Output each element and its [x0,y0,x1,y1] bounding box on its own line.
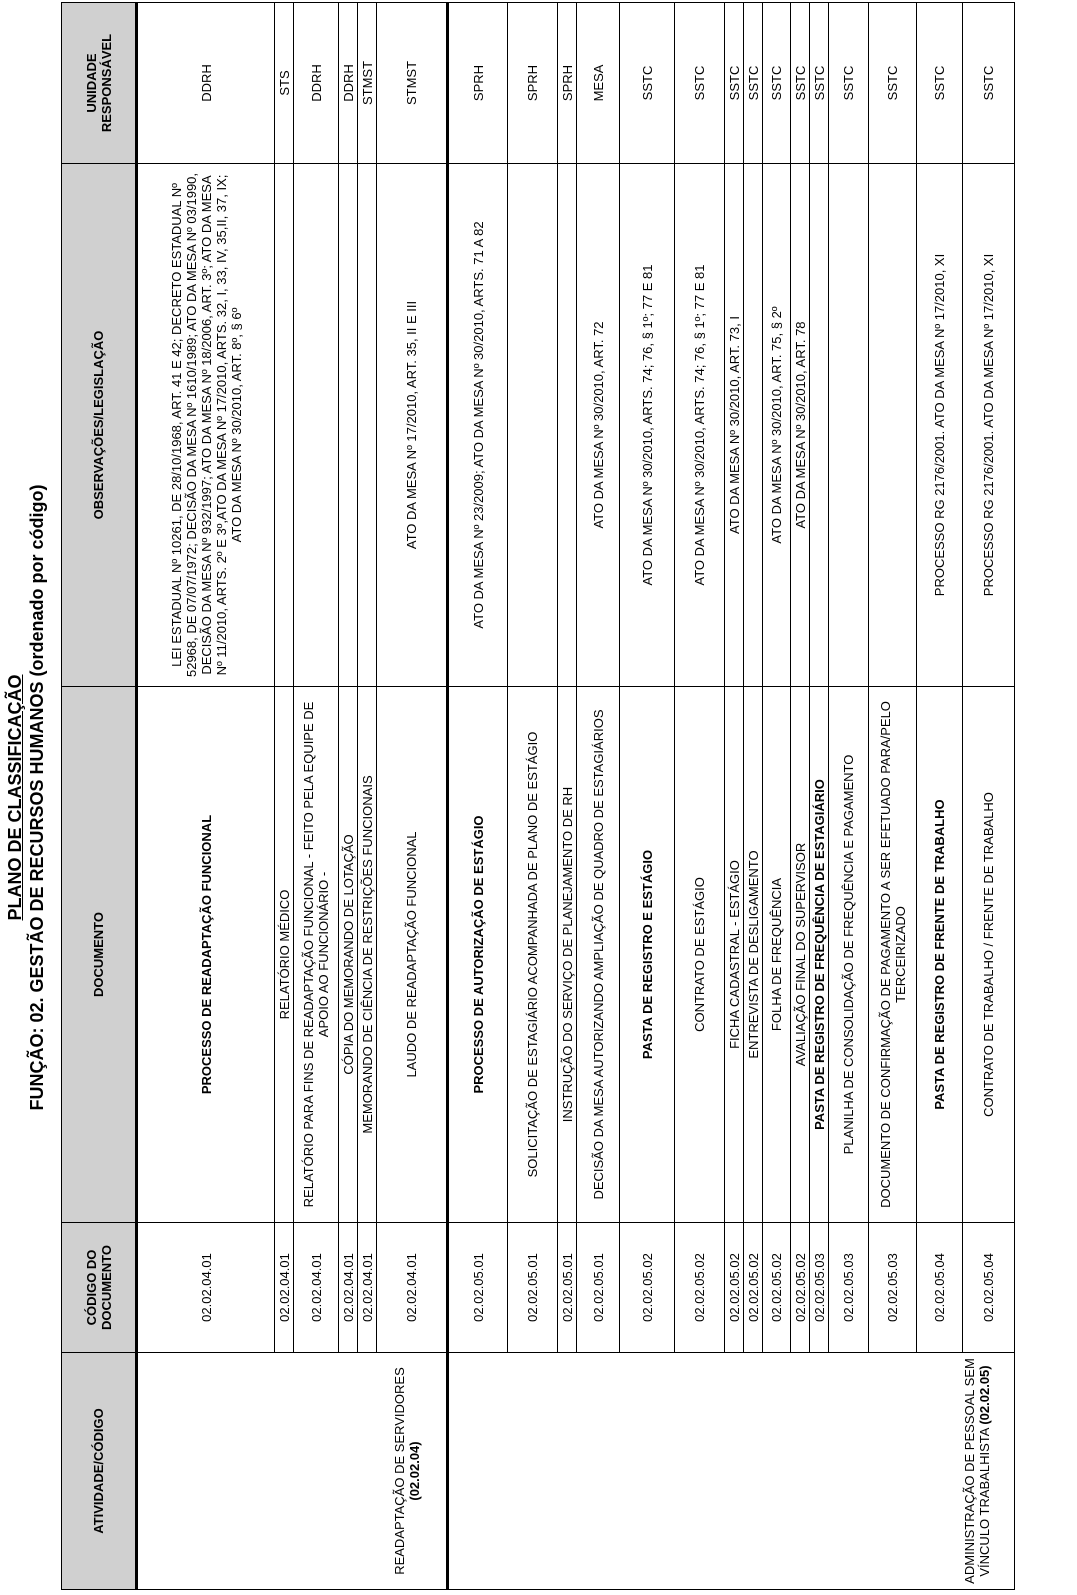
col-header-observations: OBSERVAÇÕES/LEGISLAÇÃO [62,164,137,687]
observations [339,164,358,687]
observations [810,164,829,687]
document-code: 02.02.04.01 [377,1223,448,1353]
responsible-unit: SSTC [869,3,917,164]
responsible-unit: SSTC [675,3,725,164]
observations [558,164,577,687]
observations [508,164,558,687]
document-code: 02.02.04.01 [358,1223,377,1353]
document-name: SOLICITAÇÃO DE ESTAGIÁRIO ACOMPANHADA DE PLANO DE ESTÁGIO [508,687,558,1223]
observations: ATO DA MESA Nº 30/2010, ARTS. 74; 76, § 1º; 77 E 81 [620,164,675,687]
document-name: LAUDO DE READAPTAÇÃO FUNCIONAL [377,687,448,1223]
observations [744,164,763,687]
document-code: 02.02.05.04 [963,1223,1015,1353]
observations: ATO DA MESA Nº 17/2010, ART. 35, II E III [377,164,448,687]
observations: ATO DA MESA Nº 30/2010, ART. 75, § 2º [763,164,791,687]
document-name: FICHA CADASTRAL - ESTÁGIO [725,687,744,1223]
responsible-unit: SSTC [725,3,744,164]
table-row [675,3,725,1590]
document-code: 02.02.05.02 [675,1223,725,1353]
document-name: RELATÓRIO PARA FINS DE READAPTAÇÃO FUNCIONAL - FEITO PELA EQUIPE DE APOIO AO FUNCIONÁRIO - [294,687,339,1223]
responsible-unit: DDRH [294,3,339,164]
responsible-unit: SPRH [558,3,577,164]
responsible-unit: SSTC [963,3,1015,164]
activity-cell [448,1353,1015,1590]
activity-code: (02.02.05) [977,1365,992,1425]
document-code: 02.02.05.03 [829,1223,869,1353]
document-code: 02.02.05.02 [620,1223,675,1353]
observations: PROCESSO RG 2176/2001. ATO DA MESA Nº 17/2010, XI [963,164,1015,687]
responsible-unit: STS [275,3,294,164]
document-name: INSTRUÇÃO DO SERVIÇO DE PLANEJAMENTO DE RH [558,687,577,1223]
col-header-activity: ATIVIDADE/CÓDIGO [62,1353,137,1590]
responsible-unit: DDRH [339,3,358,164]
document-name: PROCESSO DE READAPTAÇÃO FUNCIONAL [137,687,275,1223]
observations: ATO DA MESA Nº 30/2010, ART. 72 [577,164,620,687]
responsible-unit: SPRH [448,3,508,164]
table-row [577,3,620,1590]
responsible-unit: SSTC [791,3,810,164]
table-row [829,3,869,1590]
responsible-unit: SPRH [508,3,558,164]
document-name: PASTA DE REGISTRO E ESTÁGIO [620,687,675,1223]
responsible-unit: SSTC [829,3,869,164]
document-code: 02.02.05.01 [508,1223,558,1353]
document-code: 02.02.04.01 [339,1223,358,1353]
activity-name: ADMINISTRAÇÃO DE PESSOAL SEM VÍNCULO TRABALHISTA [962,1358,992,1584]
page-subtitle [26,0,48,1595]
table-row [725,3,744,1590]
observations: ATO DA MESA Nº 30/2010, ART. 73, I [725,164,744,687]
observations: ATO DA MESA Nº 30/2010, ARTS. 74; 76, § 1º; 77 E 81 [675,164,725,687]
responsible-unit: SSTC [744,3,763,164]
table-row [339,3,358,1590]
document-name: DECISÃO DA MESA AUTORIZANDO AMPLIAÇÃO DE QUADRO DE ESTAGIÁRIOS [577,687,620,1223]
document-code: 02.02.05.02 [791,1223,810,1353]
document-code: 02.02.05.03 [810,1223,829,1353]
document-name: PLANILHA DE CONSOLIDAÇÃO DE FREQUÊNCIA E PAGAMENTO [829,687,869,1223]
responsible-unit: SSTC [620,3,675,164]
activity-code: (02.02.04) [407,1441,422,1501]
observations [869,164,917,687]
observations [829,164,869,687]
observations [294,164,339,687]
function-label: FUNÇÃO: 02. GESTÃO DE RECURSOS HUMANOS [27,681,47,1111]
document-name: CÓPIA DO MEMORANDO DE LOTAÇÃO [339,687,358,1223]
document-name: MEMORANDO DE CIÊNCIA DE RESTRIÇÕES FUNCIONAIS [358,687,377,1223]
observations: LEI ESTADUAL Nº 10261, DE 28/10/1968, ART. 41 E 42; DECRETO ESTADUAL Nº 52968, DE 07/07/1972; DECISÃO DA MESA Nº 1610/1989; ATO DA MESA Nº 03/1990, DECISÃO DA MESA Nº 932/1997; ATO DA MESA Nº 18/2006, ART. 3º; ATO DA MESA Nº 11/2010, ARTS. 2º E 3º,ATO DA MESA Nº 17/2010, ARTS. 32, I, 33, IV, 35,II, 37, IX; ATO DA MESA Nº 30/2010, ART. 8º, § 6º [137,164,275,687]
document-name: RELATÓRIO MÉDICO [275,687,294,1223]
activity-cell [137,1353,448,1590]
document-name: CONTRATO DE ESTÁGIO [675,687,725,1223]
observations: ATO DA MESA Nº 23/2009; ATO DA MESA Nº 30/2010, ARTS. 71 A 82 [448,164,508,687]
responsible-unit: DDRH [137,3,275,164]
table-row [869,3,917,1590]
table-row [810,3,829,1590]
col-header-unit: UNIDADE RESPONSÁVEL [62,3,137,164]
responsible-unit: STMST [377,3,448,164]
activity-name: READAPTAÇÃO DE SERVIDORES [392,1367,407,1575]
document-code: 02.02.05.01 [577,1223,620,1353]
document-code: 02.02.05.02 [744,1223,763,1353]
table-row [137,3,275,1590]
document-name: PASTA DE REGISTRO DE FRENTE DE TRABALHO [917,687,963,1223]
table-row [620,3,675,1590]
table-row [294,3,339,1590]
page-title: PLANO DE CLASSIFICAÇÃO [5,674,25,921]
table-row [963,3,1015,1590]
table-row [448,3,508,1590]
document-code: 02.02.04.01 [275,1223,294,1353]
document-code: 02.02.04.01 [294,1223,339,1353]
responsible-unit: SSTC [917,3,963,164]
page-header [4,0,48,1595]
col-header-code: CÓDIGO DO DOCUMENTO [62,1223,137,1353]
document-code: 02.02.05.01 [558,1223,577,1353]
table-row [358,3,377,1590]
order-note: (ordenado por código) [27,484,47,677]
observations: ATO DA MESA Nº 30/2010, ART. 78 [791,164,810,687]
table-row [275,3,294,1590]
table-row [917,3,963,1590]
table-row [791,3,810,1590]
document-code: 02.02.05.02 [763,1223,791,1353]
responsible-unit: MESA [577,3,620,164]
document-name: PROCESSO DE AUTORIZAÇÃO DE ESTÁGIO [448,687,508,1223]
responsible-unit: STMST [358,3,377,164]
col-header-document: DOCUMENTO [62,687,137,1223]
document-code: 02.02.05.04 [917,1223,963,1353]
responsible-unit: SSTC [763,3,791,164]
observations [275,164,294,687]
document-code: 02.02.05.01 [448,1223,508,1353]
document-name: CONTRATO DE TRABALHO / FRENTE DE TRABALHO [963,687,1015,1223]
document-code: 02.02.05.02 [725,1223,744,1353]
classification-table [61,2,1015,1590]
table-row [508,3,558,1590]
table-row [763,3,791,1590]
document-code: 02.02.04.01 [137,1223,275,1353]
responsible-unit: SSTC [810,3,829,164]
document-name: AVALIAÇÃO FINAL DO SUPERVISOR [791,687,810,1223]
document-name: DOCUMENTO DE CONFIRMAÇÃO DE PAGAMENTO A SER EFETUADO PARA/PELO TERCEIRIZADO [869,687,917,1223]
table-row [744,3,763,1590]
document-name: FOLHA DE FREQUÊNCIA [763,687,791,1223]
observations [358,164,377,687]
observations: PROCESSO RG 2176/2001. ATO DA MESA Nº 17/2010, XI [917,164,963,687]
table-row [377,3,448,1590]
table-row [558,3,577,1590]
document-name: PASTA DE REGISTRO DE FREQUÊNCIA DE ESTAGIÁRIO [810,687,829,1223]
document-code: 02.02.05.03 [869,1223,917,1353]
header-row [62,3,137,1590]
document-name: ENTREVISTA DE DESLIGAMENTO [744,687,763,1223]
